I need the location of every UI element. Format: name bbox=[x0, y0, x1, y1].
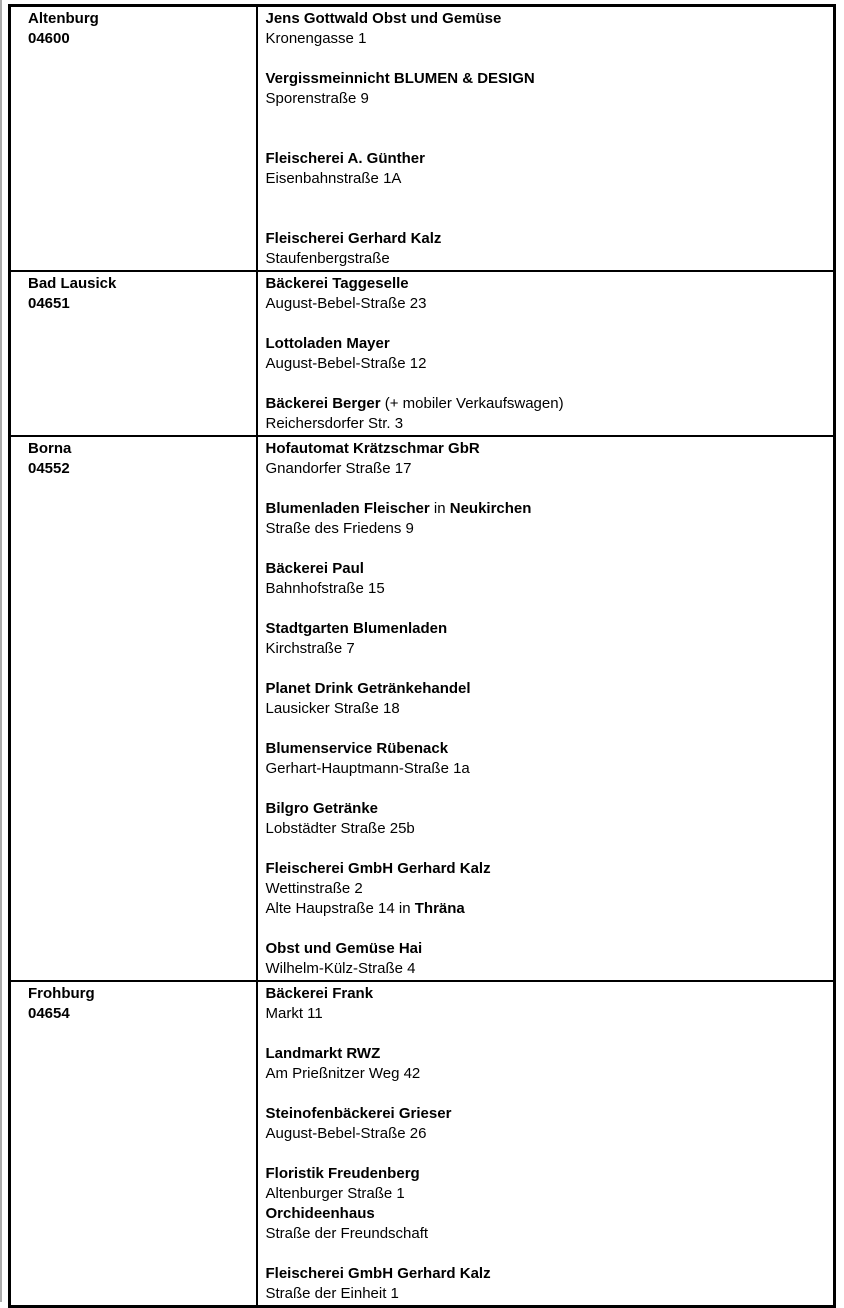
postal-code: 04552 bbox=[28, 460, 70, 477]
address-line bbox=[266, 1284, 828, 1304]
spacer-line bbox=[266, 479, 828, 499]
regular-text: Kirchstraße 7 bbox=[265, 640, 355, 657]
address-line bbox=[266, 1224, 828, 1244]
business-name-line bbox=[266, 984, 828, 1004]
regular-text: Altenburger Straße 1 bbox=[265, 1185, 405, 1202]
spacer-line bbox=[266, 1144, 828, 1164]
regular-text: Bahnhofstraße 15 bbox=[265, 580, 385, 597]
address-line bbox=[266, 879, 828, 899]
address-line bbox=[266, 459, 828, 479]
city-name: Altenburg bbox=[28, 10, 99, 27]
regular-text: Straße der Freundschaft bbox=[265, 1225, 429, 1242]
table-row bbox=[10, 436, 835, 981]
business-name-line bbox=[266, 559, 828, 579]
regular-text: Reichersdorfer Str. 3 bbox=[265, 415, 404, 432]
bold-text: Planet Drink Getränkehandel bbox=[265, 680, 471, 697]
bold-text: Orchideenhaus bbox=[265, 1205, 375, 1222]
business-name-line bbox=[266, 799, 828, 819]
bold-text: Fleischerei GmbH Gerhard Kalz bbox=[265, 1265, 491, 1282]
spacer-line bbox=[266, 839, 828, 859]
address-line bbox=[266, 89, 828, 109]
spacer-line bbox=[266, 109, 828, 129]
address-line bbox=[266, 759, 828, 779]
address-line bbox=[266, 959, 828, 979]
spacer-line bbox=[266, 539, 828, 559]
address-line bbox=[266, 579, 828, 599]
regular-text: Lausicker Straße 18 bbox=[265, 700, 400, 717]
spacer-line bbox=[266, 49, 828, 69]
bold-text: Fleischerei GmbH Gerhard Kalz bbox=[265, 860, 491, 877]
spacer-line bbox=[266, 599, 828, 619]
bold-text: Bäckerei Berger bbox=[265, 395, 381, 412]
business-name-line bbox=[266, 1164, 828, 1184]
regular-text: August-Bebel-Straße 26 bbox=[265, 1125, 427, 1142]
address-line bbox=[266, 29, 828, 49]
city-name: Bad Lausick bbox=[28, 275, 117, 292]
city-name: Borna bbox=[28, 440, 72, 457]
regular-text: in bbox=[429, 500, 450, 517]
bold-text: Floristik Freudenberg bbox=[265, 1165, 420, 1182]
address-line bbox=[266, 699, 828, 719]
regular-text: August-Bebel-Straße 12 bbox=[265, 355, 427, 372]
bold-text: Lottoladen Mayer bbox=[265, 335, 390, 352]
bold-text: Bäckerei Taggeselle bbox=[265, 275, 409, 292]
spacer-line bbox=[266, 374, 828, 394]
table-row bbox=[10, 6, 835, 272]
regular-text: Straße des Friedens 9 bbox=[265, 520, 414, 537]
regular-text: Staufenbergstraße bbox=[265, 250, 390, 267]
postal-code: 04600 bbox=[28, 30, 70, 47]
table-row bbox=[10, 271, 835, 436]
regular-text: Wilhelm-Külz-Straße 4 bbox=[265, 960, 416, 977]
spacer-line bbox=[266, 1024, 828, 1044]
business-name-line bbox=[266, 679, 828, 699]
address-line bbox=[266, 354, 828, 374]
city-cell bbox=[10, 981, 257, 1307]
address-line bbox=[266, 414, 828, 434]
business-name-line bbox=[266, 394, 828, 414]
address-line bbox=[266, 169, 828, 189]
bold-text: Neukirchen bbox=[449, 500, 532, 517]
postal-code: 04654 bbox=[28, 1005, 70, 1022]
postal-code: 04651 bbox=[28, 295, 70, 312]
bold-text: Fleischerei Gerhard Kalz bbox=[265, 230, 442, 247]
regular-text: Straße der Einheit 1 bbox=[265, 1285, 399, 1302]
spacer-line bbox=[266, 1244, 828, 1264]
address-line bbox=[266, 819, 828, 839]
address-line bbox=[266, 1004, 828, 1024]
bold-text: Stadtgarten Blumenladen bbox=[265, 620, 448, 637]
business-name-line bbox=[266, 439, 828, 459]
regular-text: Kronengasse 1 bbox=[265, 30, 367, 47]
spacer-line bbox=[266, 779, 828, 799]
city-cell bbox=[10, 271, 257, 436]
city-name: Frohburg bbox=[28, 985, 95, 1002]
spacer-line bbox=[266, 189, 828, 209]
bold-text: Bäckerei Frank bbox=[265, 985, 374, 1002]
bold-text: Bäckerei Paul bbox=[265, 560, 364, 577]
bold-text: Steinofenbäckerei Grieser bbox=[265, 1105, 452, 1122]
spacer-line bbox=[266, 209, 828, 229]
regular-text: Eisenbahnstraße 1A bbox=[265, 170, 402, 187]
address-line bbox=[266, 249, 828, 269]
bold-text: Landmarkt RWZ bbox=[265, 1045, 381, 1062]
regular-text: Markt 11 bbox=[265, 1005, 323, 1022]
business-name-line bbox=[266, 499, 828, 519]
bold-text: Blumenservice Rübenack bbox=[265, 740, 449, 757]
table-row bbox=[10, 981, 835, 1307]
business-name-line bbox=[266, 739, 828, 759]
bold-text: Hofautomat Krätzschmar GbR bbox=[265, 440, 480, 457]
business-name-line bbox=[266, 939, 828, 959]
business-name-line bbox=[266, 9, 828, 29]
spacer-line bbox=[266, 314, 828, 334]
address-line bbox=[266, 639, 828, 659]
regular-text: Gnandorfer Straße 17 bbox=[265, 460, 412, 477]
bold-text: Fleischerei A. Günther bbox=[265, 150, 425, 167]
business-name-line bbox=[266, 859, 828, 879]
table-body bbox=[10, 6, 835, 1307]
spacer-line bbox=[266, 659, 828, 679]
business-directory-table bbox=[8, 4, 836, 1308]
spacer-line bbox=[266, 919, 828, 939]
spacer-line bbox=[266, 719, 828, 739]
address-line bbox=[266, 1064, 828, 1084]
regular-text: Alte Haupstraße 14 in bbox=[265, 900, 415, 917]
businesses-cell bbox=[257, 6, 835, 272]
businesses-cell bbox=[257, 981, 835, 1307]
bold-text: Thräna bbox=[414, 900, 465, 917]
bold-text: Obst und Gemüse Hai bbox=[265, 940, 423, 957]
businesses-cell bbox=[257, 271, 835, 436]
business-name-line bbox=[266, 1044, 828, 1064]
regular-text: Wettinstraße 2 bbox=[265, 880, 363, 897]
regular-text: (+ mobiler Verkaufswagen) bbox=[380, 395, 564, 412]
business-name-line bbox=[266, 1104, 828, 1124]
bold-text: Jens Gottwald Obst und Gemüse bbox=[265, 10, 502, 27]
spacer-line bbox=[266, 1084, 828, 1104]
business-name-line bbox=[266, 69, 828, 89]
business-name-line bbox=[266, 334, 828, 354]
address-line bbox=[266, 294, 828, 314]
address-line bbox=[266, 899, 828, 919]
business-name-line bbox=[266, 274, 828, 294]
page-left-edge bbox=[0, 0, 2, 1302]
city-cell bbox=[10, 436, 257, 981]
business-name-line bbox=[266, 149, 828, 169]
regular-text: Lobstädter Straße 25b bbox=[265, 820, 415, 837]
business-name-line bbox=[266, 1264, 828, 1284]
bold-text: Vergissmeinnicht BLUMEN & DESIGN bbox=[265, 70, 535, 87]
bold-text: Bilgro Getränke bbox=[265, 800, 379, 817]
address-line bbox=[266, 1124, 828, 1144]
business-name-line bbox=[266, 1204, 828, 1224]
regular-text: Sporenstraße 9 bbox=[265, 90, 369, 107]
bold-text: Blumenladen Fleischer bbox=[265, 500, 430, 517]
regular-text: Gerhart-Hauptmann-Straße 1a bbox=[265, 760, 470, 777]
address-line bbox=[266, 1184, 828, 1204]
address-line bbox=[266, 519, 828, 539]
regular-text: August-Bebel-Straße 23 bbox=[265, 295, 427, 312]
city-cell bbox=[10, 6, 257, 272]
regular-text: Am Prießnitzer Weg 42 bbox=[265, 1065, 421, 1082]
businesses-cell bbox=[257, 436, 835, 981]
business-name-line bbox=[266, 619, 828, 639]
business-name-line bbox=[266, 229, 828, 249]
spacer-line bbox=[266, 129, 828, 149]
